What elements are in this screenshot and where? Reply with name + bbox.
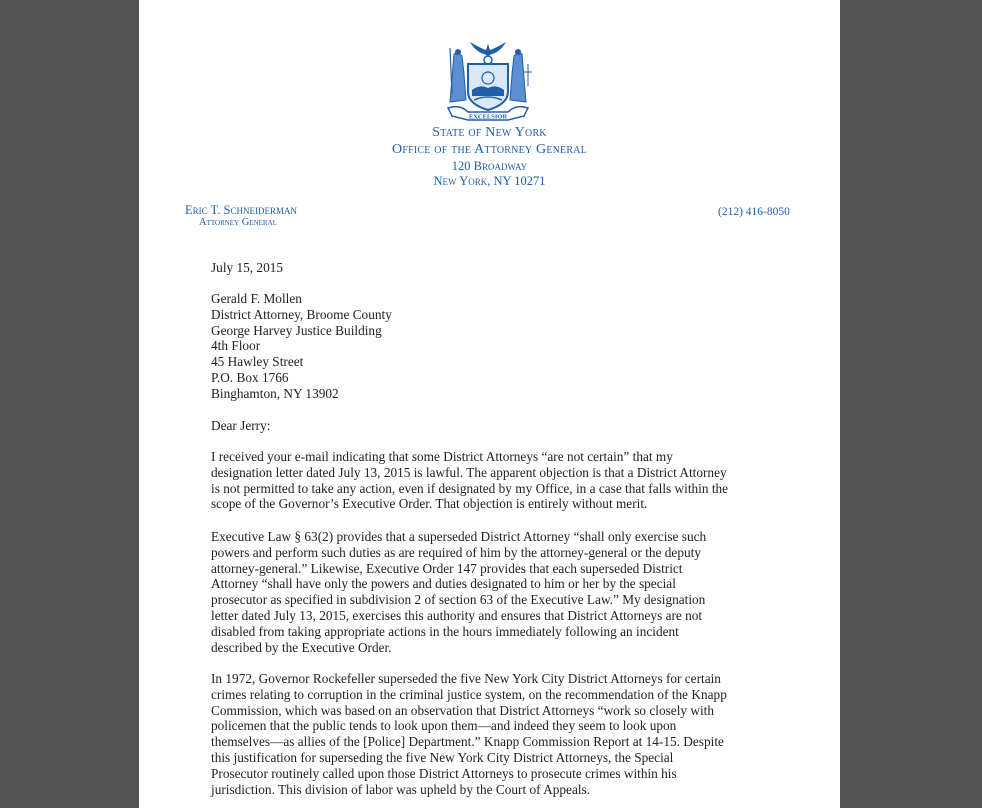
recipient-address xyxy=(211,291,751,402)
text-line: In 1972, Governor Rockefeller superseded the five New York City District Attorneys for certain xyxy=(211,671,721,686)
sender-phone: (212) 416-8050 xyxy=(718,206,790,218)
letterhead-city: New York, NY 10271 xyxy=(433,174,546,188)
text-line: Executive Law § 63(2) provides that a superseded District Attorney “shall only exercise such xyxy=(211,529,707,544)
paragraph-1 xyxy=(211,449,756,512)
sender-title: Attorney General xyxy=(199,217,277,228)
recipient-title: District Attorney, Broome County xyxy=(211,306,392,322)
text-line: attorney-general.” Likewise, Executive Order 147 provides that each superseded District xyxy=(211,560,683,576)
text-line: Attorney “shall have only the powers and duties designated to him or her by the special xyxy=(211,576,676,592)
paragraph-2 xyxy=(211,529,739,655)
text-line: letter dated July 13, 2015, exercises this authority and ensures that District Attorneys are not xyxy=(211,607,703,623)
text-line: Commission, which was based on an observation that District Attorneys “work so closely with xyxy=(211,702,714,718)
letterhead-street: 120 Broadway xyxy=(451,159,528,173)
sender-name: Eric T. Schneiderman xyxy=(185,203,297,217)
recipient-street: 45 Hawley Street xyxy=(211,354,304,370)
text-line: described by the Executive Order. xyxy=(211,639,392,655)
recipient-po-box: P.O. Box 1766 xyxy=(211,369,289,385)
paragraph-3 xyxy=(211,671,751,797)
document-page xyxy=(139,0,840,808)
recipient-city: Binghamton, NY 13902 xyxy=(211,385,339,401)
letterhead-state: State of New York xyxy=(432,125,547,140)
recipient-building: George Harvey Justice Building xyxy=(211,322,382,338)
letterhead-office: Office of the Attorney General xyxy=(392,142,587,157)
text-line: crimes relating to corruption in the criminal justice system, on the recommendation of the Knapp xyxy=(211,686,727,702)
text-line: is not permitted to take any action, even if designated by my Office, in a case that falls within the xyxy=(211,480,729,496)
text-line: themselves—as allies of the [Police] Department.” Knapp Commission Report at 14-15. Despite xyxy=(211,734,724,750)
text-line: disabled from taking appropriate actions in the hours immediately following an incident xyxy=(211,623,679,639)
text-line: jurisdiction. This division of labor was upheld by the Court of Appeals. xyxy=(211,781,591,797)
text-line: policemen that the public tends to look upon them—and indeed they seem to look upon xyxy=(211,718,677,734)
new-york-state-seal-icon xyxy=(440,34,536,124)
text-line: powers and perform such duties as are required of him by the attorney-general or the deputy xyxy=(211,544,701,560)
svg-text:EXCELSIOR: EXCELSIOR xyxy=(468,113,508,121)
recipient-floor: 4th Floor xyxy=(211,338,261,354)
text-line: this justification for superseding the five New York City District Attorneys, the Special xyxy=(211,749,674,765)
text-line: designation letter dated July 13, 2015 is lawful. The apparent objection is that a District Attorney xyxy=(211,464,727,480)
salutation: Dear Jerry: xyxy=(211,418,271,433)
text-line: Prosecutor routinely called upon those District Attorneys to prosecute crimes within his xyxy=(211,765,677,781)
text-line: scope of the Governor’s Executive Order. That objection is entirely without merit. xyxy=(211,496,648,512)
text-line: I received your e-mail indicating that some District Attorneys “are not certain” that my xyxy=(211,449,673,464)
text-line: prosecutor as specified in subdivision 2 of section 63 of the Executive Law.” My designation xyxy=(211,592,706,608)
recipient-name: Gerald F. Mollen xyxy=(211,291,302,306)
letter-date: July 15, 2015 xyxy=(211,260,284,275)
